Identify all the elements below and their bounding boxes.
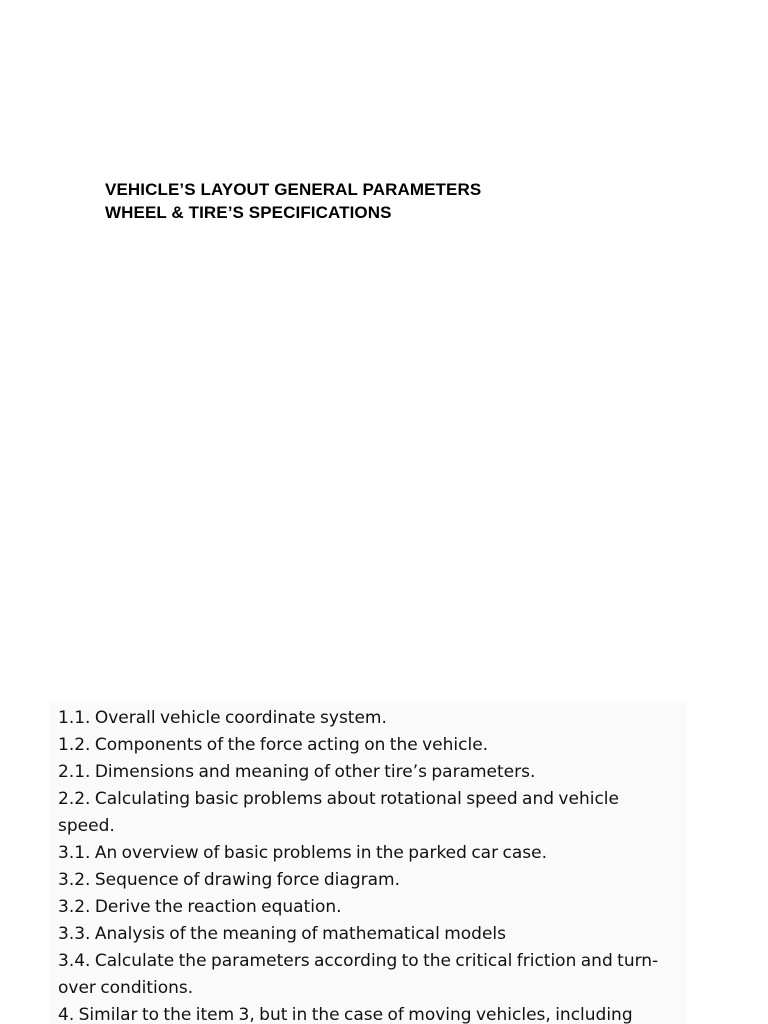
title-line-1: VEHICLE’S LAYOUT GENERAL PARAMETERS (105, 180, 482, 199)
document-title (105, 178, 705, 224)
outline-item-3-4: 3.4. Calculate the parameters according to the critical friction and turn-over conditions. (58, 951, 659, 998)
outline-item-2-2: 2.2. Calculating basic problems about rotational speed and vehicle speed. (58, 789, 619, 836)
outline-item-1-2: 1.2. Components of the force acting on the vehicle. (58, 735, 489, 755)
topic-outline-box (50, 703, 686, 1024)
outline-item-3-2-b: 3.2. Derive the reaction equation. (58, 897, 342, 917)
title-line-2: WHEEL & TIRE’S SPECIFICATIONS (105, 203, 392, 222)
outline-item-1-1: 1.1. Overall vehicle coordinate system. (58, 708, 387, 728)
outline-item-4: 4. Similar to the item 3, but in the case of moving vehicles, including (58, 1005, 633, 1024)
outline-item-3-3: 3.3. Analysis of the meaning of mathematical models (58, 924, 506, 944)
outline-item-2-1: 2.1. Dimensions and meaning of other tire’s parameters. (58, 762, 536, 782)
outline-item-3-2-a: 3.2. Sequence of drawing force diagram. (58, 870, 400, 890)
outline-item-3-1: 3.1. An overview of basic problems in the parked car case. (58, 843, 547, 863)
topic-outline-list (58, 705, 680, 1024)
